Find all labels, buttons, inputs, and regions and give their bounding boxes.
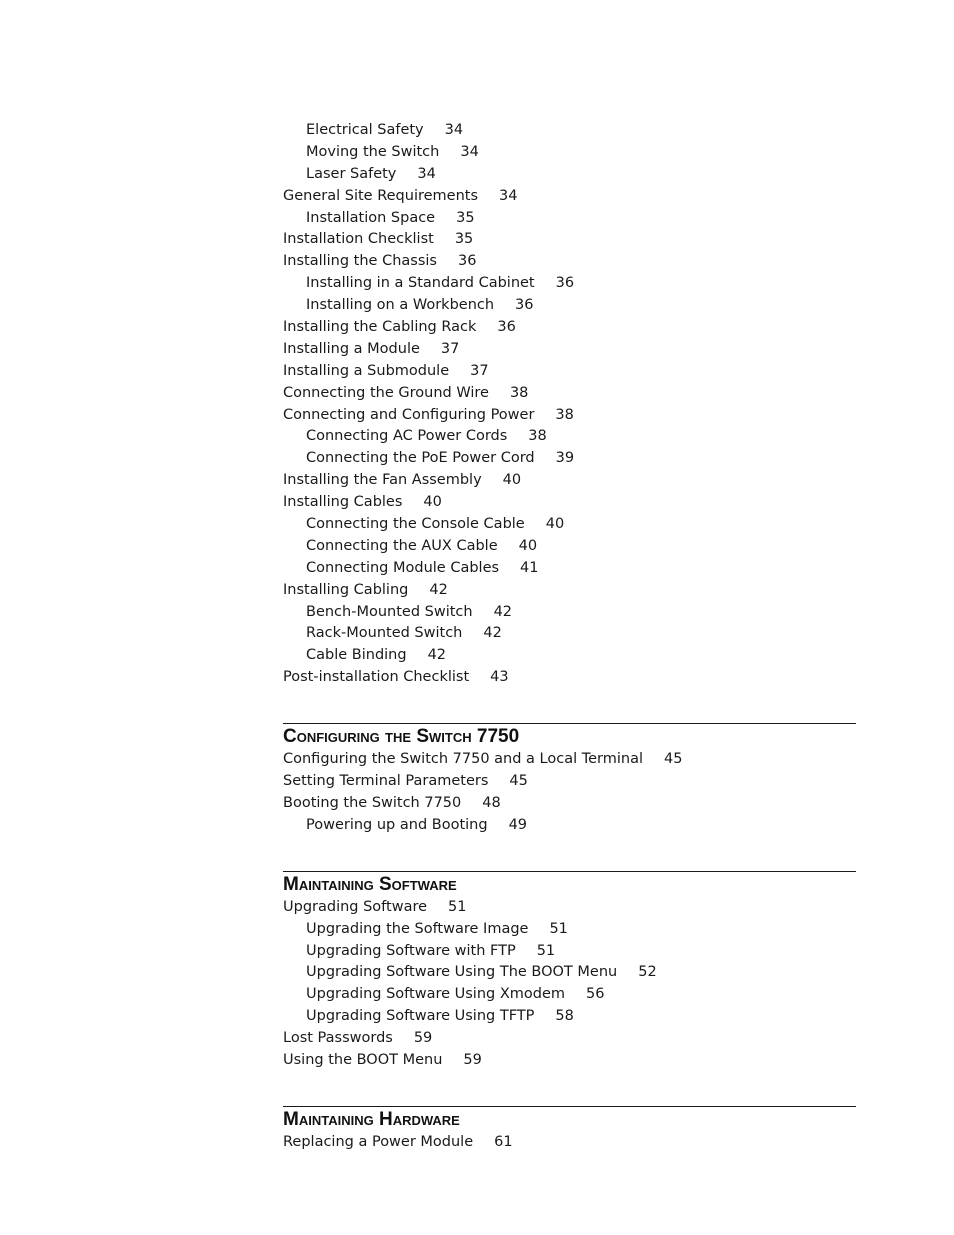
- page-number: 34: [417, 165, 436, 182]
- toc-subentry[interactable]: [283, 142, 856, 164]
- toc-entry[interactable]: [283, 361, 856, 383]
- page-number: 34: [460, 143, 479, 160]
- toc-entry[interactable]: [283, 1132, 856, 1154]
- entry-title: Connecting the Ground Wire: [283, 384, 489, 401]
- entry-title: Installing Cabling: [283, 581, 409, 598]
- page-number: 35: [456, 209, 475, 226]
- toc-entry[interactable]: [283, 383, 856, 405]
- entry-title: Installing in a Standard Cabinet: [306, 275, 535, 292]
- toc-entry[interactable]: [283, 229, 856, 251]
- entry-title: Rack-Mounted Switch: [306, 625, 463, 642]
- entry-title: Upgrading Software Using TFTP: [306, 1008, 535, 1025]
- page-number: 36: [515, 297, 534, 314]
- toc-entry[interactable]: [283, 492, 856, 514]
- page-number: 43: [490, 669, 509, 686]
- entry-title: Connecting Module Cables: [306, 559, 500, 576]
- toc-entry[interactable]: [283, 470, 856, 492]
- page-number: 42: [483, 625, 502, 642]
- chapter-heading: Configuring the Switch 7750: [283, 723, 856, 749]
- page-number: 36: [497, 319, 516, 336]
- toc-entry[interactable]: [283, 317, 856, 339]
- entry-title: Booting the Switch 7750: [283, 794, 462, 811]
- toc-entry[interactable]: [283, 667, 856, 689]
- entry-title: Upgrading Software Using The BOOT Menu: [306, 964, 618, 981]
- toc-subentry[interactable]: [283, 426, 856, 448]
- toc-subentry[interactable]: [283, 120, 856, 142]
- page-number: 51: [549, 920, 568, 937]
- entry-title: Replacing a Power Module: [283, 1133, 474, 1150]
- page-number: 61: [494, 1133, 513, 1150]
- toc-entry[interactable]: [283, 771, 856, 793]
- page-number: 38: [555, 406, 574, 423]
- page-number: 40: [518, 537, 538, 554]
- page-number: 34: [499, 187, 518, 204]
- entry-title: Installing Cables: [283, 494, 403, 511]
- page-number: 40: [545, 516, 565, 533]
- page-number: 36: [457, 253, 477, 270]
- toc-subentry[interactable]: [283, 623, 856, 645]
- entry-title: Installing on a Workbench: [306, 297, 495, 314]
- page-number: 36: [555, 275, 575, 292]
- entry-title: Installation Checklist: [283, 231, 434, 248]
- toc-subentry[interactable]: [283, 536, 856, 558]
- entry-title: Moving the Switch: [306, 143, 440, 160]
- page-number: 51: [536, 942, 556, 959]
- entry-title: Installing the Chassis: [283, 253, 437, 270]
- entry-title: Installing a Submodule: [283, 362, 450, 379]
- page-number: 56: [586, 986, 605, 1003]
- entry-title: Using the BOOT Menu: [283, 1051, 443, 1068]
- entry-title: Upgrading Software Using Xmodem: [306, 986, 566, 1003]
- chapter-heading: Maintaining Software: [283, 871, 856, 897]
- toc-entry[interactable]: [283, 1028, 856, 1050]
- page-number: 45: [509, 773, 528, 790]
- entry-title: Installation Space: [306, 209, 436, 226]
- entry-title: Post-installation Checklist: [283, 669, 470, 686]
- entry-title: Electrical Safety: [306, 122, 424, 138]
- toc-entry[interactable]: [283, 749, 856, 771]
- entry-title: Connecting the AUX Cable: [306, 537, 498, 554]
- entry-title: Laser Safety: [306, 165, 397, 182]
- toc-subentry[interactable]: [283, 962, 856, 984]
- toc-entry[interactable]: [283, 339, 856, 361]
- toc-entry[interactable]: [283, 405, 856, 427]
- toc-subentry[interactable]: [283, 448, 856, 470]
- toc-subentry[interactable]: [283, 815, 856, 837]
- entry-title: Connecting the Console Cable: [306, 516, 525, 533]
- page-number: 58: [555, 1008, 574, 1025]
- entry-title: Cable Binding: [306, 647, 407, 664]
- page-number: 39: [555, 450, 575, 467]
- page-number: 52: [638, 964, 657, 981]
- toc-section: [283, 871, 856, 1072]
- toc-subentry[interactable]: [283, 208, 856, 230]
- toc-entry[interactable]: [283, 1050, 856, 1072]
- page-number: 41: [520, 559, 539, 576]
- toc-subentry[interactable]: [283, 273, 856, 295]
- page-number: 42: [429, 581, 448, 598]
- toc-subentry[interactable]: [283, 984, 856, 1006]
- page-number: 49: [508, 816, 528, 833]
- page-number: 40: [502, 472, 522, 489]
- entry-title: Lost Passwords: [283, 1030, 393, 1047]
- entry-title: General Site Requirements: [283, 187, 479, 204]
- toc-subentry[interactable]: [283, 919, 856, 941]
- page-number: 45: [664, 751, 683, 768]
- page-number: 40: [423, 494, 442, 511]
- entry-title: Installing a Module: [283, 340, 420, 357]
- page-number: 48: [482, 794, 501, 811]
- page-number: 37: [440, 340, 460, 357]
- chapter-heading: Maintaining Hardware: [283, 1106, 856, 1132]
- entry-title: Upgrading Software: [283, 898, 428, 915]
- entry-title: Powering up and Booting: [306, 816, 488, 833]
- entry-title: Configuring the Switch 7750 and a Local Terminal: [283, 751, 644, 768]
- toc-entry[interactable]: [283, 251, 856, 273]
- entry-title: Installing the Cabling Rack: [283, 319, 477, 336]
- page-number: 42: [493, 603, 513, 620]
- page-number: 59: [463, 1051, 482, 1068]
- toc-entry[interactable]: [283, 186, 856, 208]
- page-number: 38: [528, 428, 547, 445]
- entry-title: Bench-Mounted Switch: [306, 603, 473, 620]
- page-number: 51: [448, 898, 467, 915]
- toc-subentry[interactable]: [283, 1006, 856, 1028]
- toc-subentry[interactable]: [283, 295, 856, 317]
- entry-title: Upgrading Software with FTP: [306, 942, 516, 959]
- entry-title: Connecting and Configuring Power: [283, 406, 535, 423]
- toc-section: [283, 1106, 856, 1154]
- entry-title: Upgrading the Software Image: [306, 920, 529, 937]
- page-number: 59: [413, 1030, 433, 1047]
- page-number: 34: [444, 122, 464, 138]
- toc-subentry[interactable]: [283, 941, 856, 963]
- page-number: 42: [427, 647, 447, 664]
- page-number: 35: [454, 231, 474, 248]
- toc-subentry[interactable]: [283, 514, 856, 536]
- entry-title: Installing the Fan Assembly: [283, 472, 482, 489]
- toc-subentry[interactable]: [283, 602, 856, 624]
- toc-subentry[interactable]: [283, 164, 856, 186]
- toc-section: [283, 723, 856, 837]
- toc-subentry[interactable]: [283, 558, 856, 580]
- toc-entry[interactable]: [283, 580, 856, 602]
- toc-subentry[interactable]: [283, 645, 856, 667]
- toc-section: [283, 120, 856, 689]
- table-of-contents: [283, 120, 856, 1154]
- toc-entry[interactable]: [283, 897, 856, 919]
- page-number: 38: [509, 384, 529, 401]
- entry-title: Connecting the PoE Power Cord: [306, 450, 535, 467]
- toc-entry[interactable]: [283, 793, 856, 815]
- entry-title: Connecting AC Power Cords: [306, 428, 508, 445]
- page-number: 37: [470, 362, 489, 379]
- entry-title: Setting Terminal Parameters: [283, 773, 489, 790]
